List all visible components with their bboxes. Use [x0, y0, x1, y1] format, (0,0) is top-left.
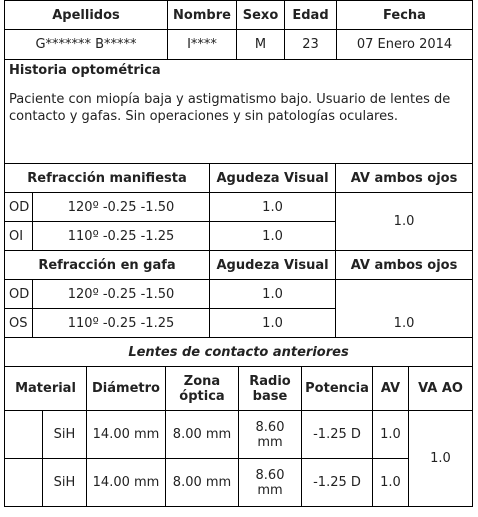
contacts-row2-radius	[239, 459, 302, 507]
glasses-eye-os: OS	[5, 309, 33, 338]
manifest-eye-od: OD	[5, 193, 33, 222]
contacts-table	[4, 337, 473, 507]
contacts-row1-blank	[5, 411, 43, 459]
glasses-eye-od: OD	[5, 280, 33, 309]
header-radio-line2: base	[252, 388, 288, 404]
contacts-row2-radius-value: 8.60	[255, 467, 285, 483]
header-material: Material	[5, 367, 87, 411]
header-av: AV	[373, 367, 409, 411]
table-row	[5, 459, 473, 507]
contacts-row2-power: -1.25 D	[302, 459, 373, 507]
glasses-rx-os: 110º -0.25 -1.25	[33, 309, 210, 338]
contacts-row2-blank	[5, 459, 43, 507]
header-apellidos: Apellidos	[5, 1, 168, 30]
contacts-row1-diameter: 14.00 mm	[87, 411, 166, 459]
glasses-header-rx: Refracción en gafa	[5, 251, 210, 280]
table-row	[5, 411, 473, 459]
contacts-row2-radius-unit: mm	[257, 482, 283, 498]
glasses-header-both: AV ambos ojos	[336, 251, 473, 280]
contacts-row1-zone: 8.00 mm	[166, 411, 239, 459]
value-edad: 23	[285, 30, 337, 60]
manifest-table	[4, 163, 473, 251]
glasses-table	[4, 250, 473, 338]
contacts-row1-material: SiH	[43, 411, 87, 459]
contacts-row2-av: 1.0	[373, 459, 409, 507]
manifest-header-rx: Refracción manifiesta	[5, 164, 210, 193]
history-title: Historia optométrica	[9, 63, 161, 78]
table-row	[5, 193, 473, 222]
header-edad: Edad	[285, 1, 337, 30]
header-zona-optica	[166, 367, 239, 411]
contacts-row1-radius-value: 8.60	[255, 419, 285, 435]
value-fecha: 07 Enero 2014	[337, 30, 473, 60]
contacts-row2-diameter: 14.00 mm	[87, 459, 166, 507]
value-nombre: I****	[168, 30, 237, 60]
contacts-row1-radius-unit: mm	[257, 434, 283, 450]
value-sexo: M	[237, 30, 285, 60]
manifest-va-od: 1.0	[210, 193, 336, 222]
contacts-row1-power: -1.25 D	[302, 411, 373, 459]
glasses-both: 1.0	[336, 280, 473, 338]
contacts-row1-radius	[239, 411, 302, 459]
manifest-rx-oi: 110º -0.25 -1.25	[33, 222, 210, 251]
header-radio-base	[239, 367, 302, 411]
header-fecha: Fecha	[337, 1, 473, 30]
manifest-va-oi: 1.0	[210, 222, 336, 251]
contacts-title: Lentes de contacto anteriores	[5, 338, 473, 367]
glasses-va-os: 1.0	[210, 309, 336, 338]
manifest-header-both: AV ambos ojos	[336, 164, 473, 193]
contacts-row2-zone: 8.00 mm	[166, 459, 239, 507]
contacts-row2-material: SiH	[43, 459, 87, 507]
history-cell	[5, 60, 473, 164]
manifest-eye-oi: OI	[5, 222, 33, 251]
header-diametro: Diámetro	[87, 367, 166, 411]
header-zona-line1: Zona	[183, 373, 221, 389]
table-row	[5, 280, 473, 309]
header-nombre: Nombre	[168, 1, 237, 30]
contacts-va-ao: 1.0	[409, 411, 473, 507]
header-va-ao: VA AO	[409, 367, 473, 411]
value-apellidos: G******* B*****	[5, 30, 168, 60]
history-text: Paciente con miopía baja y astigmatismo bajo. Usuario de lentes de contacto y gafas. Sin operaciones y sin patologías oculares.	[9, 92, 451, 124]
patient-table	[4, 0, 473, 164]
header-zona-line2: óptica	[179, 388, 225, 404]
header-sexo: Sexo	[237, 1, 285, 30]
header-potencia: Potencia	[302, 367, 373, 411]
manifest-rx-od: 120º -0.25 -1.50	[33, 193, 210, 222]
manifest-both: 1.0	[336, 193, 473, 251]
glasses-rx-od: 120º -0.25 -1.50	[33, 280, 210, 309]
header-radio-line1: Radio	[249, 373, 291, 389]
glasses-header-va: Agudeza Visual	[210, 251, 336, 280]
contacts-row1-av: 1.0	[373, 411, 409, 459]
manifest-header-va: Agudeza Visual	[210, 164, 336, 193]
glasses-va-od: 1.0	[210, 280, 336, 309]
